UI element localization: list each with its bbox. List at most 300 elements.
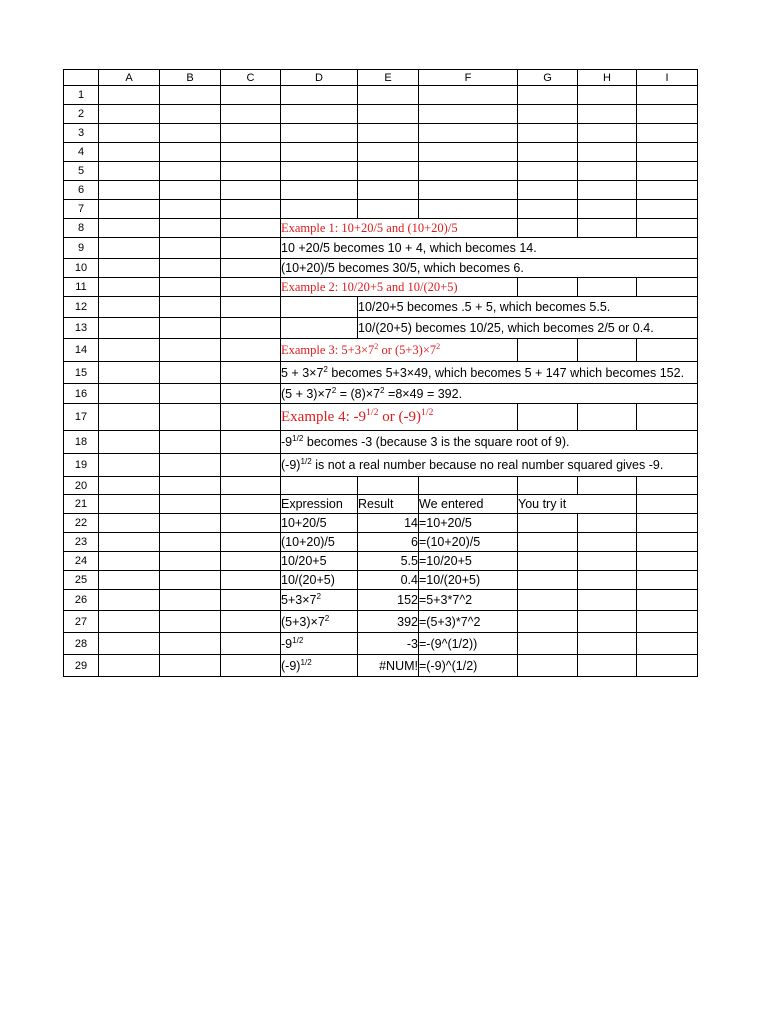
- expression-cell[interactable]: [281, 633, 358, 655]
- cell[interactable]: [518, 278, 578, 297]
- cell[interactable]: [99, 162, 160, 181]
- row-header[interactable]: 14: [64, 339, 99, 362]
- table-row: [64, 655, 698, 677]
- superscript: 1/2: [365, 406, 379, 418]
- result-cell[interactable]: 6: [358, 533, 419, 552]
- cell[interactable]: [99, 143, 160, 162]
- cell[interactable]: [578, 200, 637, 219]
- header-you-try-it[interactable]: You try it: [518, 495, 637, 514]
- corner-cell[interactable]: [64, 70, 99, 86]
- cell[interactable]: [578, 124, 637, 143]
- cell[interactable]: [637, 86, 698, 105]
- cell[interactable]: [281, 124, 358, 143]
- cell[interactable]: [99, 655, 160, 677]
- formula-cell[interactable]: =-(9^(1/2)): [419, 633, 518, 655]
- cell[interactable]: [160, 238, 221, 259]
- sheet-row: [64, 454, 698, 477]
- row-header[interactable]: 22: [64, 514, 99, 533]
- col-header-c[interactable]: C: [221, 70, 281, 86]
- formula-cell[interactable]: =10/(20+5): [419, 571, 518, 590]
- example-1-line-1[interactable]: 10 +20/5 becomes 10 + 4, which becomes 14.: [281, 238, 698, 259]
- cell[interactable]: [221, 297, 281, 318]
- cell[interactable]: [419, 181, 518, 200]
- cell[interactable]: [637, 219, 698, 238]
- cell[interactable]: [578, 162, 637, 181]
- cell[interactable]: [637, 124, 698, 143]
- cell[interactable]: [221, 143, 281, 162]
- cell[interactable]: [637, 162, 698, 181]
- cell[interactable]: [160, 318, 221, 339]
- cell[interactable]: [160, 655, 221, 677]
- cell[interactable]: [518, 477, 578, 495]
- cell[interactable]: [281, 105, 358, 124]
- cell[interactable]: [160, 590, 221, 611]
- superscript: 2: [331, 385, 337, 395]
- cell[interactable]: [221, 384, 281, 404]
- row-header[interactable]: 26: [64, 590, 99, 611]
- cell[interactable]: [221, 200, 281, 219]
- cell[interactable]: [358, 105, 419, 124]
- table-row: [64, 552, 698, 571]
- cell[interactable]: [358, 477, 419, 495]
- cell[interactable]: [99, 259, 160, 278]
- cell[interactable]: [99, 339, 160, 362]
- superscript: 1/2: [292, 433, 304, 443]
- cell[interactable]: [578, 143, 637, 162]
- cell[interactable]: [578, 633, 637, 655]
- ex4-line2-part: (-9): [281, 458, 301, 472]
- cell[interactable]: [99, 238, 160, 259]
- cell[interactable]: [160, 200, 221, 219]
- cell[interactable]: [578, 655, 637, 677]
- cell[interactable]: [518, 611, 578, 633]
- table-row: [64, 514, 698, 533]
- cell[interactable]: [99, 533, 160, 552]
- cell[interactable]: [419, 143, 518, 162]
- cell[interactable]: [99, 431, 160, 454]
- row-header[interactable]: 9: [64, 238, 99, 259]
- row-header[interactable]: 21: [64, 495, 99, 514]
- cell[interactable]: [99, 384, 160, 404]
- cell[interactable]: [419, 86, 518, 105]
- cell[interactable]: [518, 571, 578, 590]
- result-cell[interactable]: 5.5: [358, 552, 419, 571]
- ex4-line1-part: becomes -3 (because 3 is the square root of 9).: [303, 435, 570, 449]
- cell[interactable]: [160, 431, 221, 454]
- expression-text: (-9): [281, 658, 301, 673]
- cell[interactable]: [518, 219, 578, 238]
- sheet-row: [64, 297, 698, 318]
- cell[interactable]: [518, 200, 578, 219]
- cell[interactable]: [221, 655, 281, 677]
- cell[interactable]: [578, 477, 637, 495]
- col-header-g[interactable]: G: [518, 70, 578, 86]
- cell[interactable]: [160, 105, 221, 124]
- cell[interactable]: [221, 259, 281, 278]
- cell[interactable]: [578, 611, 637, 633]
- cell[interactable]: [160, 181, 221, 200]
- cell[interactable]: [419, 124, 518, 143]
- example-1-line-2[interactable]: (10+20)/5 becomes 30/5, which becomes 6.: [281, 259, 698, 278]
- cell[interactable]: [160, 495, 221, 514]
- cell[interactable]: [637, 552, 698, 571]
- cell[interactable]: [637, 533, 698, 552]
- row-header[interactable]: 23: [64, 533, 99, 552]
- cell[interactable]: [637, 200, 698, 219]
- cell[interactable]: [578, 514, 637, 533]
- cell[interactable]: [99, 219, 160, 238]
- row-header[interactable]: 24: [64, 552, 99, 571]
- row-header[interactable]: 7: [64, 200, 99, 219]
- cell[interactable]: [358, 86, 419, 105]
- cell[interactable]: [637, 477, 698, 495]
- cell[interactable]: [221, 105, 281, 124]
- cell[interactable]: [99, 362, 160, 384]
- cell[interactable]: [99, 200, 160, 219]
- cell[interactable]: [281, 143, 358, 162]
- table-row: [64, 611, 698, 633]
- cell[interactable]: [99, 318, 160, 339]
- sheet-row: [64, 477, 698, 495]
- sheet-row: [64, 384, 698, 404]
- superscript: 2: [436, 341, 441, 351]
- row-header[interactable]: 27: [64, 611, 99, 633]
- col-header-b[interactable]: B: [160, 70, 221, 86]
- expression-cell[interactable]: 10/20+5: [281, 552, 358, 571]
- row-header[interactable]: 13: [64, 318, 99, 339]
- example-4-line-2[interactable]: [281, 454, 698, 477]
- cell[interactable]: [160, 339, 221, 362]
- cell[interactable]: [221, 590, 281, 611]
- cell[interactable]: [281, 200, 358, 219]
- expression-text: 5+3×7: [281, 593, 317, 607]
- cell[interactable]: [221, 86, 281, 105]
- row-header[interactable]: 5: [64, 162, 99, 181]
- cell[interactable]: [578, 533, 637, 552]
- cell[interactable]: [221, 571, 281, 590]
- cell[interactable]: [99, 454, 160, 477]
- table-row: [64, 633, 698, 655]
- cell[interactable]: [578, 590, 637, 611]
- superscript: 2: [324, 613, 330, 623]
- cell[interactable]: [221, 633, 281, 655]
- cell[interactable]: [99, 514, 160, 533]
- cell[interactable]: [518, 404, 578, 431]
- row-header[interactable]: 20: [64, 477, 99, 495]
- cell[interactable]: [419, 105, 518, 124]
- cell[interactable]: [578, 219, 637, 238]
- cell[interactable]: [160, 162, 221, 181]
- sheet-row: [64, 431, 698, 454]
- superscript: 2: [323, 364, 328, 374]
- cell[interactable]: [637, 143, 698, 162]
- cell[interactable]: [160, 143, 221, 162]
- expression-cell[interactable]: [281, 590, 358, 611]
- cell[interactable]: [578, 552, 637, 571]
- cell[interactable]: [160, 219, 221, 238]
- cell[interactable]: [281, 297, 358, 318]
- cell[interactable]: [221, 611, 281, 633]
- row-header[interactable]: 17: [64, 404, 99, 431]
- sheet-row: [64, 143, 698, 162]
- cell[interactable]: [99, 611, 160, 633]
- cell[interactable]: [518, 633, 578, 655]
- sheet-row: [64, 404, 698, 431]
- cell[interactable]: [358, 143, 419, 162]
- cell[interactable]: [578, 105, 637, 124]
- col-header-d[interactable]: D: [281, 70, 358, 86]
- cell[interactable]: [358, 181, 419, 200]
- superscript: 2: [380, 385, 385, 395]
- col-header-a[interactable]: A: [99, 70, 160, 86]
- superscript: 1/2: [420, 406, 434, 418]
- cell[interactable]: [518, 514, 578, 533]
- cell[interactable]: [160, 86, 221, 105]
- example-4-line-1[interactable]: [281, 431, 698, 454]
- cell[interactable]: [637, 339, 698, 362]
- cell[interactable]: [419, 200, 518, 219]
- cell[interactable]: [221, 162, 281, 181]
- cell[interactable]: [518, 552, 578, 571]
- cell[interactable]: [160, 124, 221, 143]
- sheet-row: [64, 124, 698, 143]
- row-header[interactable]: 2: [64, 105, 99, 124]
- cell[interactable]: [637, 278, 698, 297]
- expression-cell[interactable]: 10/(20+5): [281, 571, 358, 590]
- row-header[interactable]: 3: [64, 124, 99, 143]
- cell[interactable]: [221, 514, 281, 533]
- cell[interactable]: [637, 655, 698, 677]
- expression-text: -9: [281, 636, 293, 651]
- col-header-h[interactable]: H: [578, 70, 637, 86]
- ex3-line2-part: =8×49 = 392.: [384, 386, 463, 401]
- row-header[interactable]: 25: [64, 571, 99, 590]
- cell[interactable]: [221, 533, 281, 552]
- result-cell[interactable]: 14: [358, 514, 419, 533]
- col-header-i[interactable]: I: [637, 70, 698, 86]
- spreadsheet-grid: [63, 69, 698, 677]
- cell[interactable]: [160, 454, 221, 477]
- cell[interactable]: [518, 143, 578, 162]
- cell[interactable]: [637, 590, 698, 611]
- cell[interactable]: [518, 655, 578, 677]
- expression-cell[interactable]: 10+20/5: [281, 514, 358, 533]
- cell[interactable]: [578, 339, 637, 362]
- cell[interactable]: [518, 339, 578, 362]
- formula-cell[interactable]: =(5+3)*7^2: [419, 611, 518, 633]
- ex3-title-part: or (5+3)×7: [378, 342, 437, 357]
- cell[interactable]: [281, 181, 358, 200]
- cell[interactable]: [160, 514, 221, 533]
- expression-cell[interactable]: [281, 655, 358, 677]
- cell[interactable]: [578, 181, 637, 200]
- ex3-line2-part: = (8)×7: [336, 386, 381, 401]
- cell[interactable]: [221, 278, 281, 297]
- sheet-row: [64, 181, 698, 200]
- formula-cell[interactable]: =(10+20)/5: [419, 533, 518, 552]
- ex4-title-part: or (-9): [378, 408, 421, 425]
- row-header[interactable]: 10: [64, 259, 99, 278]
- cell[interactable]: [160, 297, 221, 318]
- cell[interactable]: [99, 105, 160, 124]
- sheet-row: [64, 318, 698, 339]
- row-header[interactable]: 11: [64, 278, 99, 297]
- cell[interactable]: [419, 162, 518, 181]
- row-header[interactable]: 8: [64, 219, 99, 238]
- example-2-line-1[interactable]: 10/20+5 becomes .5 + 5, which becomes 5.5.: [358, 297, 698, 318]
- row-header[interactable]: 4: [64, 143, 99, 162]
- cell[interactable]: [221, 431, 281, 454]
- cell[interactable]: [518, 162, 578, 181]
- cell[interactable]: [221, 454, 281, 477]
- formula-cell[interactable]: =10+20/5: [419, 514, 518, 533]
- cell[interactable]: [221, 495, 281, 514]
- sheet-row: [64, 495, 698, 514]
- cell[interactable]: [99, 495, 160, 514]
- example-4-title[interactable]: [281, 404, 518, 431]
- cell[interactable]: [518, 590, 578, 611]
- cell[interactable]: [99, 278, 160, 297]
- cell[interactable]: [578, 86, 637, 105]
- result-cell[interactable]: 392: [358, 611, 419, 633]
- header-expression[interactable]: Expression: [281, 495, 358, 514]
- formula-cell[interactable]: =5+3*7^2: [419, 590, 518, 611]
- cell[interactable]: [281, 86, 358, 105]
- cell[interactable]: [160, 571, 221, 590]
- cell[interactable]: [99, 297, 160, 318]
- cell[interactable]: [637, 404, 698, 431]
- cell[interactable]: [518, 533, 578, 552]
- cell[interactable]: [160, 384, 221, 404]
- cell[interactable]: [221, 318, 281, 339]
- cell[interactable]: [578, 404, 637, 431]
- row-header[interactable]: 16: [64, 384, 99, 404]
- example-1-title[interactable]: Example 1: 10+20/5 and (10+20)/5: [281, 219, 518, 238]
- row-header[interactable]: 29: [64, 655, 99, 677]
- cell[interactable]: [281, 162, 358, 181]
- cell[interactable]: [160, 278, 221, 297]
- result-cell[interactable]: 152: [358, 590, 419, 611]
- row-header[interactable]: 18: [64, 431, 99, 454]
- cell[interactable]: [99, 86, 160, 105]
- cell[interactable]: [518, 105, 578, 124]
- sheet-row: [64, 86, 698, 105]
- result-cell[interactable]: 0.4: [358, 571, 419, 590]
- example-2-line-2[interactable]: 10/(20+5) becomes 10/25, which becomes 2/5 or 0.4.: [358, 318, 698, 339]
- row-header[interactable]: 15: [64, 362, 99, 384]
- cell[interactable]: [221, 362, 281, 384]
- cell[interactable]: [419, 477, 518, 495]
- result-cell[interactable]: #NUM!: [358, 655, 419, 677]
- cell[interactable]: [221, 181, 281, 200]
- header-result[interactable]: Result: [358, 495, 419, 514]
- cell[interactable]: [99, 124, 160, 143]
- sheet-row: [64, 200, 698, 219]
- cell[interactable]: [160, 552, 221, 571]
- expression-cell[interactable]: [281, 611, 358, 633]
- cell[interactable]: [99, 633, 160, 655]
- cell[interactable]: [160, 533, 221, 552]
- cell[interactable]: [637, 181, 698, 200]
- cell[interactable]: [160, 362, 221, 384]
- sheet-row: [64, 259, 698, 278]
- expression-text: (5+3)×7: [281, 614, 325, 629]
- example-2-title[interactable]: Example 2: 10/20+5 and 10/(20+5): [281, 278, 518, 297]
- expression-cell[interactable]: (10+20)/5: [281, 533, 358, 552]
- ex4-line1-part: -9: [281, 435, 293, 449]
- col-header-e[interactable]: E: [358, 70, 419, 86]
- sheet-row: [64, 362, 698, 384]
- cell[interactable]: [221, 124, 281, 143]
- cell[interactable]: [637, 611, 698, 633]
- superscript: 1/2: [292, 635, 304, 645]
- cell[interactable]: [160, 259, 221, 278]
- cell[interactable]: [637, 514, 698, 533]
- cell[interactable]: [221, 477, 281, 495]
- cell[interactable]: [221, 219, 281, 238]
- cell[interactable]: [221, 404, 281, 431]
- superscript: 1/2: [300, 657, 312, 667]
- cell[interactable]: [518, 124, 578, 143]
- sheet-row: [64, 278, 698, 297]
- header-we-entered[interactable]: We entered: [419, 495, 518, 514]
- cell[interactable]: [221, 238, 281, 259]
- cell[interactable]: [578, 278, 637, 297]
- ex4-title-part: Example 4: -9: [281, 408, 366, 425]
- row-header[interactable]: 6: [64, 181, 99, 200]
- cell[interactable]: [637, 571, 698, 590]
- cell[interactable]: [99, 552, 160, 571]
- cell[interactable]: [358, 124, 419, 143]
- cell[interactable]: [281, 477, 358, 495]
- result-cell[interactable]: -3: [358, 633, 419, 655]
- example-3-line-1[interactable]: [281, 362, 698, 384]
- example-3-line-2[interactable]: [281, 384, 698, 404]
- cell[interactable]: [637, 633, 698, 655]
- cell[interactable]: [99, 477, 160, 495]
- cell[interactable]: [221, 339, 281, 362]
- example-3-title[interactable]: [281, 339, 518, 362]
- ex3-line1-part: becomes 5+3×49, which becomes 5 + 147 which becomes 152.: [327, 365, 685, 380]
- sheet-row: [64, 105, 698, 124]
- cell[interactable]: [160, 477, 221, 495]
- cell[interactable]: [160, 404, 221, 431]
- col-header-f[interactable]: F: [419, 70, 518, 86]
- row-header[interactable]: 12: [64, 297, 99, 318]
- row-header[interactable]: 28: [64, 633, 99, 655]
- row-header[interactable]: 19: [64, 454, 99, 477]
- cell[interactable]: [160, 611, 221, 633]
- formula-cell[interactable]: =(-9)^(1/2): [419, 655, 518, 677]
- cell[interactable]: [99, 590, 160, 611]
- cell[interactable]: [281, 318, 358, 339]
- cell[interactable]: [358, 200, 419, 219]
- cell[interactable]: [637, 105, 698, 124]
- cell[interactable]: [99, 404, 160, 431]
- cell[interactable]: [358, 162, 419, 181]
- cell[interactable]: [160, 633, 221, 655]
- cell[interactable]: [518, 181, 578, 200]
- ex3-line2-part: (5 + 3)×7: [281, 386, 332, 401]
- cell[interactable]: [518, 86, 578, 105]
- cell[interactable]: [99, 181, 160, 200]
- cell[interactable]: [637, 495, 698, 514]
- cell[interactable]: [99, 571, 160, 590]
- formula-cell[interactable]: =10/20+5: [419, 552, 518, 571]
- cell[interactable]: [578, 571, 637, 590]
- cell[interactable]: [221, 552, 281, 571]
- row-header[interactable]: 1: [64, 86, 99, 105]
